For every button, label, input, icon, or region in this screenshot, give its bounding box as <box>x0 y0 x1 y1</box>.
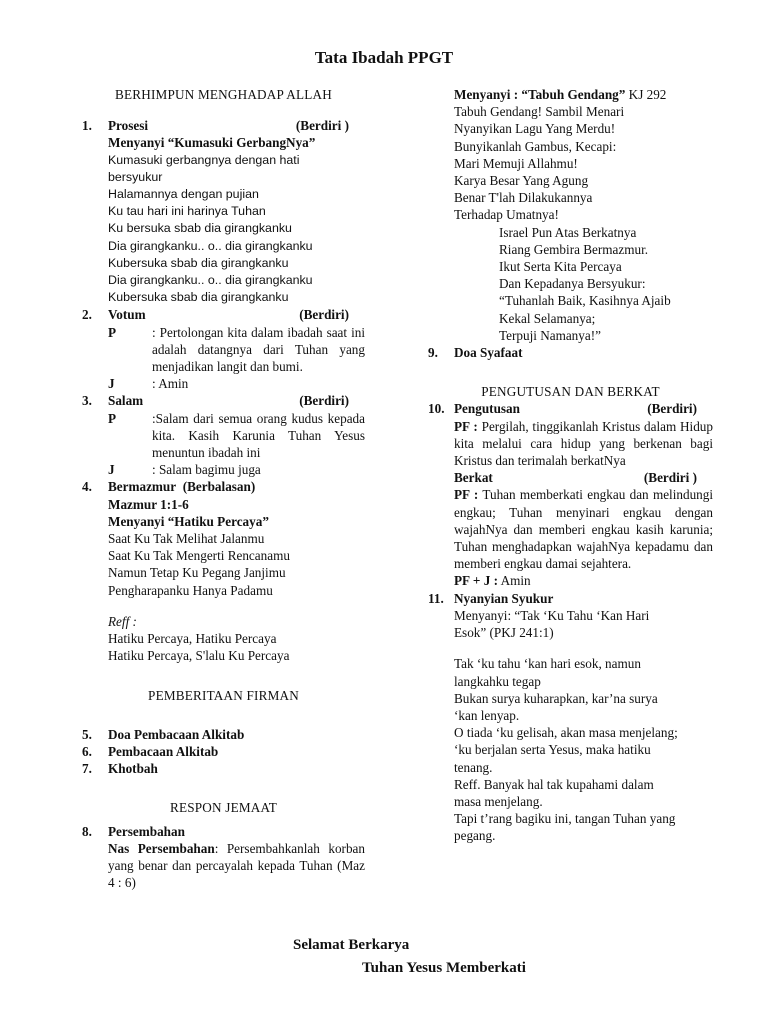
text-line: tenang. <box>454 759 493 775</box>
text-line: Terpuji Namanya!” <box>499 327 601 343</box>
agenda-item-2: 2. Votum (Berdiri) <box>82 307 349 323</box>
text-line: Kubersuka sbab dia girangkanku <box>108 290 289 305</box>
text-line: Benar T'lah Dilakukannya <box>454 190 593 206</box>
agenda-item-8: 8. Persembahan <box>82 823 185 839</box>
text-line: langkahku tegap <box>454 673 541 689</box>
agenda-item-10: 10. Pengutusan (Berdiri) <box>428 401 697 417</box>
text-line: Ikut Serta Kita Percaya <box>499 259 622 275</box>
text-line: Nyanyikan Lagu Yang Merdu! <box>454 121 616 137</box>
text-line: Dan Kepadanya Bersyukur: <box>499 276 646 292</box>
song-lyrics-indented <box>428 224 713 344</box>
text-line: Namun Tetap Ku Pegang Janjimu <box>108 565 286 581</box>
psalm-reference: Mazmur 1:1-6 <box>108 496 189 512</box>
text-line: Saat Ku Tak Melihat Jalanmu <box>108 531 265 547</box>
text-line: pegang. <box>454 828 496 844</box>
agenda-item-3: 3. Salam (Berdiri) <box>82 393 349 409</box>
agenda-item-6: 6. Pembacaan Alkitab <box>82 743 219 759</box>
text-line: Kekal Selamanya; <box>499 310 596 326</box>
closing-greeting: Selamat Berkarya <box>293 937 410 953</box>
text-line: Hatiku Percaya, Hatiku Percaya <box>108 631 277 647</box>
text-line: Saat Ku Tak Mengerti Rencanamu <box>108 548 290 564</box>
blessing-response: PF + J : Amin <box>454 573 531 589</box>
text-line: Bukan surya kuharapkan, kar’na surya <box>454 690 658 706</box>
text-line: Dia girangkanku.. o.. dia girangkanku <box>108 238 313 253</box>
agenda-item-5: 5. Doa Pembacaan Alkitab <box>82 726 245 742</box>
text-line: Ku bersuka sbab dia girangkanku <box>108 221 292 236</box>
text-line: Hatiku Percaya, S'lalu Ku Percaya <box>108 648 290 664</box>
agenda-item-11: 11. Nyanyian Syukur <box>428 590 554 606</box>
text-line: Ku tau hari ini harinya Tuhan <box>108 204 266 219</box>
song-lyrics <box>428 655 713 844</box>
text-line: ‘kan lenyap. <box>454 707 520 723</box>
text-line: Esok” (PKJ 241:1) <box>454 625 554 641</box>
text-line: Tak ‘ku tahu ‘kan hari esok, namun <box>454 656 641 672</box>
left-column <box>82 86 365 891</box>
blessing-heading: Berkat (Berdiri ) <box>454 470 697 486</box>
text-line: Karya Besar Yang Agung <box>454 173 589 189</box>
text-line: Kumasuki gerbangnya dengan hati <box>108 152 300 167</box>
text-line: bersyukur <box>108 169 163 184</box>
text-line: masa menjelang. <box>454 793 543 809</box>
liturgy-leader: P :Salam dari semua orang kudus kepada kita. Kasih Karunia Tuhan Yesus menuntun ibadah ini <box>108 410 365 461</box>
text-line: Menyanyi: “Tak ‘Ku Tahu ‘Kan Hari <box>454 607 650 623</box>
text-line: O tiada ‘ku gelisah, akan masa menjelang; <box>454 725 678 741</box>
offering-verse: Nas Persembahan: Persembahkanlah korban yang benar dan percayalah kepada Tuhan (Maz 4 : 6) <box>108 840 365 891</box>
section-heading: BERHIMPUN MENGHADAP ALLAH <box>115 87 332 102</box>
agenda-item-9: 9. Doa Syafaat <box>428 345 523 361</box>
liturgy-leader: P : Pertolongan kita dalam ibadah saat ini adalah datangnya dari Tuhan yang menjadikan langit dan bumi. <box>108 324 365 375</box>
text-line: Tabuh Gendang! Sambil Menari <box>454 104 625 120</box>
reff-lyrics <box>82 630 365 664</box>
text-line: Halamannya dengan pujian <box>108 187 259 202</box>
agenda-item-1: 1. Prosesi (Berdiri ) <box>82 118 349 134</box>
song-title: Menyanyi “Kumasuki GerbangNya” <box>108 135 316 151</box>
text-line: “Tuhanlah Baik, Kasihnya Ajaib <box>499 293 671 309</box>
song-lyrics <box>82 530 365 599</box>
song-lyrics <box>82 152 365 307</box>
text-line: Mari Memuji Allahmu! <box>454 155 578 171</box>
text-line: Israel Pun Atas Berkatnya <box>499 224 637 240</box>
liturgy-congregation: J : Salam bagimu juga <box>108 462 261 478</box>
text-line: Riang Gembira Bermazmur. <box>499 241 649 257</box>
reff-label: Reff : <box>108 613 137 629</box>
text-line: Tapi t’rang bagiku ini, tangan Tuhan yang <box>454 811 676 827</box>
song-heading <box>428 607 713 641</box>
agenda-item-7: 7. Khotbah <box>82 761 158 777</box>
song-lyrics <box>428 103 713 223</box>
text-line: Pengharapanku Hanya Padamu <box>108 582 273 598</box>
section-heading: PENGUTUSAN DAN BERKAT <box>481 384 660 400</box>
section-heading: PEMBERITAAN FIRMAN <box>148 687 299 703</box>
liturgy-congregation: J : Amin <box>108 376 189 392</box>
text-line: Dia girangkanku.. o.. dia girangkanku <box>108 273 313 288</box>
closing-blessing: Tuhan Yesus Memberkati <box>362 960 526 976</box>
song-heading: Menyanyi : “Tabuh Gendang” KJ 292 <box>454 87 667 102</box>
text-line: Kubersuka sbab dia girangkanku <box>108 255 289 270</box>
page-title: Tata Ibadah PPGT <box>314 48 454 67</box>
section-heading: RESPON JEMAAT <box>169 800 278 816</box>
text-line: Reff. Banyak hal tak kupahami dalam <box>454 776 654 792</box>
blessing-text: PF : Tuhan memberkati engkau dan melindungi engkau; Tuhan menyinari engkau dengan wajahNya dan memberi engkau kasih karunia; Tuhan menghadapkan wajahNya kepadamu dan memberi engkau damai sejahtera. <box>454 487 714 572</box>
text-line: ‘ku berjalan serta Yesus, maka hatiku <box>454 742 651 758</box>
right-column <box>428 86 713 845</box>
text-line: Bunyikanlah Gambus, Kecapi: <box>454 138 617 154</box>
song-title: Menyanyi “Hatiku Percaya” <box>108 513 269 529</box>
text-line: Terhadap Umatnya! <box>454 207 559 223</box>
sending-text: PF : Pergilah, tinggikanlah Kristus dalam Hidup kita melalui cara hidup yang berkenan bagi Kristus dan terimalah berkatNya <box>454 418 713 469</box>
agenda-item-4: 4. Bermazmur (Berbalasan) <box>82 479 256 495</box>
